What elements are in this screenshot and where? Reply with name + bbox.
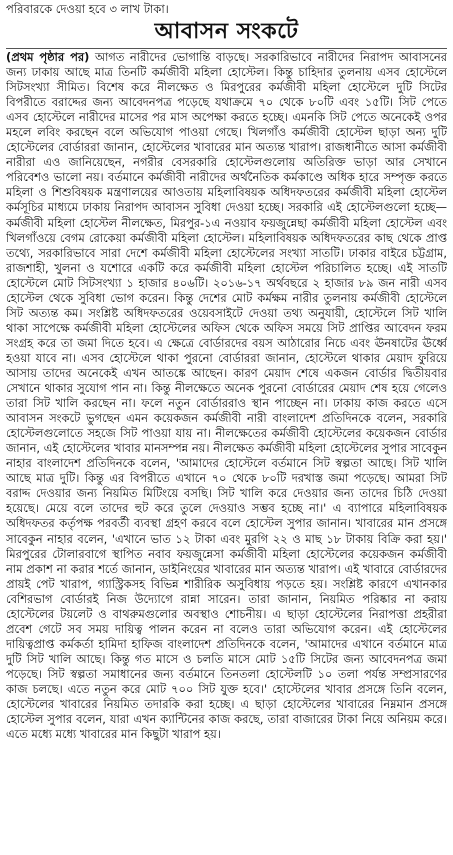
- headline-container: [6, 18, 447, 48]
- article-text: আগত নারীদের ভোগান্তি বাড়ছে। সরকারিভাবে নারীদের নিরাপদ আবাসনের জন্য ঢাকায় আছে মাত্র তিনটি কর্মজীবী মহিলা হোস্টেল। কিন্তু চাহিদার তুলনায় এসব হোস্টেলে সিটসংখ্যা সীমিত। বিশেষ করে নীলক্ষেত ও মিরপুরের কর্মজীবী মহিলা হোস্টেলে দুটি সিটের বিপরীতে বরাদ্দের জন্য আবেদনপত্র পড়েছে যথাক্রমে ৭০ থেকে ৮০টি এবং ১৫টি। সিট পেতে এসব হোস্টেলে নারীদের মাসের পর মাস অপেক্ষা করতে হচ্ছে। এমনকি সিট পেতে অনেকেই ওপর মহলে লবিং করছেন বলে অভিযোগ পাওয়া গেছে। খিলগাঁও কর্মজীবী হোস্টেল ছাড়া অন্য দুটি হোস্টেলের বোর্ডাররা জানান, হোস্টেলের খাবারের মান অত্যন্ত খারাপ। রাজধানীতে আসা কর্মজীবী নারীরা এও জানিয়েছেন, নগরীর বেসরকারি হোস্টেলগুলোয় অতিরিক্ত ভাড়া আর সেখানে পরিবেশও ভালো নয়। বর্তমানে কর্মজীবী নারীদের অর্থনৈতিক কর্মকাণ্ডে অধিক হারে সম্পৃক্ত করতে মহিলা ও শিশুবিষয়ক মন্ত্রণালয়ের আওতায় মহিলাবিষয়ক অধিদফতরের কর্মজীবী মহিলা হোস্টেল কর্মসূচির মাধ্যমে ঢাকায় নিরাপদ আবাসন সুবিধা দেওয়া হচ্ছে। সরকারি এই হোস্টেলগুলো হচ্ছে— কর্মজীবী মহিলা হোস্টেল নীলক্ষেত, মিরপুর-১এ নওয়াব ফয়জুন্নেছা কর্মজীবী মহিলা হোস্টেল এবং খিলগাঁওয়ে বেগম রোকেয়া কর্মজীবী মহিলা হোস্টেল। মহিলাবিষয়ক অধিদফতরের কাছ থেকে প্রাপ্ত তথ্যে, সরকারিভাবে সারা দেশে কর্মজীবী মহিলা হোস্টেলের সংখ্যা সাতটি। ঢাকার বাইরে চট্টগ্রাম, রাজশাহী, খুলনা ও যশোরে একটি করে কর্মজীবী মহিলা হোস্টেল পরিচালিত হচ্ছে। এই সাতটি হোস্টেলে মোট সিটসংখ্যা ১ হাজার ৪০৬টি। ২০১৬-১৭ অর্থবছরে ২ হাজার ৮৯ জন নারী এসব হোস্টেল থেকে সুবিধা ভোগ করেন। কিন্তু দেশের মোট কর্মক্ষম নারীর তুলনায় কর্মজীবী হোস্টেলে সিট অত্যন্ত কম। সংশ্লিষ্ট অধিদফতরের ওয়েবসাইটে দেওয়া তথ্য অনুযায়ী, হোস্টেলে সিট খালি থাকা সাপেক্ষে কর্মজীবী মহিলা হোস্টেলের অফিস থেকে অফিস সময়ে সিট প্রাপ্তির আবেদন ফরম সংগ্রহ করে তা জমা দিতে হবে। এ ক্ষেত্রে বোর্ডারদের বয়স আঠারোর নিচে এবং ঊনষাটের ঊর্ধ্বে হওয়া যাবে না। এসব হোস্টেলে থাকা পুরনো বোর্ডাররা জানান, হোস্টেলে থাকার মেয়াদ ফুরিয়ে আসায় তাদের অনেকেই এখন আতঙ্কে আছেন। কারণ মেয়াদ শেষে একজন বোর্ডার দ্বিতীয়বার সেখানে থাকার সুযোগ পান না। কিন্তু নীলক্ষেতে অনেক পুরনো বোর্ডারের মেয়াদ শেষ হয়ে গেলেও তারা সিট খালি করছেন না। ফলে নতুন বোর্ডাররাও স্থান পাচ্ছেন না। ঢাকায় কাজ করতে এসে আবাসন সংকটে ভুগছেন এমন কয়েকজন কর্মজীবী নারী বাংলাদেশ প্রতিদিনকে বলেন, সরকারি হোস্টেলগুলোতে সহজে সিট পাওয়া যায় না। নীলক্ষেতের কর্মজীবী হোস্টেলের কয়েকজন বোর্ডার জানান, এই হোস্টেলের খাবার মানসম্পন্ন নয়। নীলক্ষেত কর্মজীবী মহিলা হোস্টেলের সুপার সাবেকুন নাহার বাংলাদেশ প্রতিদিনকে বলেন, 'আমাদের হোস্টেলে বর্তমানে সিট স্বল্পতা আছে। সিট খালি আছে মাত্র দুটি। কিন্তু এর বিপরীতে এখানে ৭০ থেকে ৮০টি দরখাস্ত জমা পড়েছে। আমরা সিট বরাদ্দ দেওয়ার জন্য নিয়মিত মিটিংয়ে বসছি। সিট খালি করে দেওয়ার জন্য তাদের চিঠি দেওয়া হয়েছে। মেয়ে বলে তাদের হুট করে তুলে দেওয়াও সম্ভব হচ্ছে না।' এ ব্যাপারে মহিলাবিষয়ক অধিদফতর কর্তৃপক্ষ পরবর্তী ব্যবস্থা গ্রহণ করবে বলে হোস্টেল সুপার জানান। খাবারের মান প্রসঙ্গে সাবেকুন নাহার বলেন, 'এখানে ভাত ১২ টাকা এবং মুরগি ২২ ও মাছ ১৮ টাকায় বিক্রি করা হয়।' মিরপুরের টোলারবাগে স্থাপিত নবাব ফয়জুন্নেসা কর্মজীবী মহিলা হোস্টেলের কয়েকজন কর্মজীবী নাম প্রকাশ না করার শর্তে জানান, ডাইনিংয়ের খাবারের মান অত্যন্ত খারাপ। এই খাবারে বোর্ডারদের প্রায়ই পেট খারাপ, গ্যাস্ট্রিকসহ বিভিন্ন শারীরিক অসুবিধায় পড়তে হয়। সংশ্লিষ্ট কারণে এখানকার বেশিরভাগ বোর্ডারই নিজ উদ্যোগে রান্না সারেন। তারা জানান, নিয়মিত পরিষ্কার না করায় হোস্টেলের টয়লেট ও বাথরুমগুলোর অবস্থাও শোচনীয়। এ ছাড়া হোস্টেলের নিরাপত্তা প্রহরীরা প্রবেশ গেটে সব সময় দায়িত্ব পালন করেন না বলেও তারা অভিযোগ করেন। এই হোস্টেলের দায়িত্বপ্রাপ্ত কর্মকর্তা হামিদা হাফিজ বাংলাদেশ প্রতিদিনকে বলেন, 'আমাদের এখানে বর্তমানে মাত্র দুটি সিট খালি আছে। কিন্তু গত মাসে ও চলতি মাসে মোট ১৫টি সিটের জন্য আবেদনপত্র জমা পড়েছে। সিট স্বল্পতা সমাধানের জন্য বর্তমানে তিনতলা হোস্টেলটি ১০ তলা পর্যন্ত সম্প্রসারণের কাজ চলছে। এতে নতুন করে মোট ৭০০ সিট যুক্ত হবে।' হোস্টেলের খাবার প্রসঙ্গে তিনি বলেন, হোস্টেলের খাবারের নিয়মিত তদারকি করা হচ্ছে। এ ছাড়া হোস্টেলের খাবারের নিম্নমান প্রসঙ্গে হোস্টেল সুপার বলেন, যারা এখন ক্যান্টিনের কাজ করছে, তারা বাজারের টাকা নিয়ে অনিয়ম করে। এতে মধ্যে মধ্যে খাবারের মান কিছুটা খারাপ হয়।: [6, 50, 447, 742]
- article-body: [6, 50, 447, 850]
- continuation-tag: (প্রথম পৃষ্ঠার পর): [6, 50, 90, 64]
- headline-divider: [6, 48, 447, 49]
- headline: আবাসন সংকটে: [154, 19, 299, 44]
- previous-paragraph-tail: পরিবারকে দেওয়া হবে ৩ লাখ টাকা।: [6, 2, 169, 16]
